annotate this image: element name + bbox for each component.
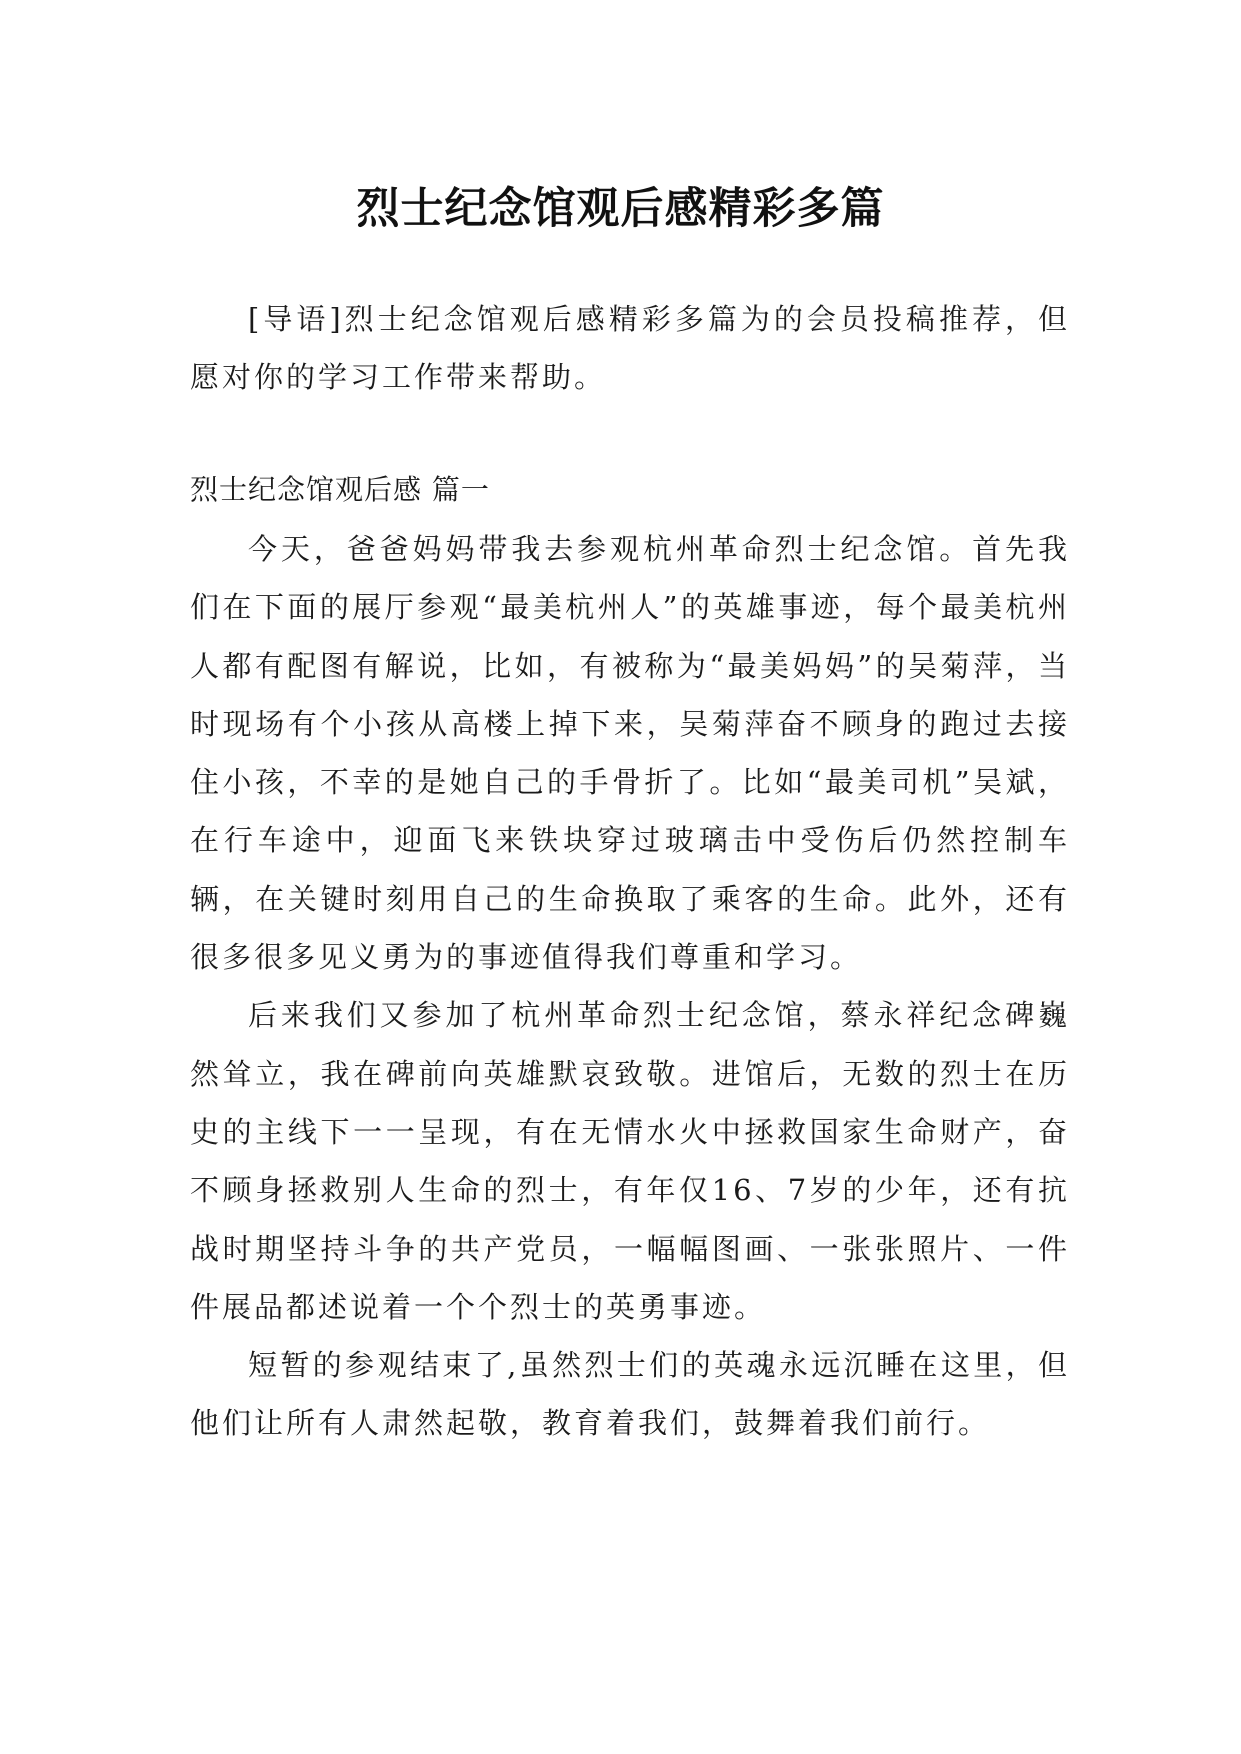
body-paragraph: 今天，爸爸妈妈带我去参观杭州革命烈士纪念馆。首先我们在下面的展厅参观“最美杭州人”的英雄事迹，每个最美杭州人都有配图有解说，比如，有被称为“最美妈妈”的吴菊萍，当时现场有个小孩从高楼上掉下来，吴菊萍奋不顾身的跑过去接住小孩，不幸的是她自己的手骨折了。比如“最美司机”吴斌，在行车途中，迎面飞来铁块穿过玻璃击中受伤后仍然控制车辆，在关键时刻用自己的生命换取了乘客的生命。此外，还有很多很多见义勇为的事迹值得我们尊重和学习。: [190, 532, 1070, 975]
body-paragraph: 后来我们又参加了杭州革命烈士纪念馆，蔡永祥纪念碑巍然耸立，我在碑前向英雄默哀致敬。进馆后，无数的烈士在历史的主线下一一呈现，有在无情水火中拯救国家生命财产，奋不顾身拯救别人生命的烈士，有年仅16、7岁的少年，还有抗战时期坚持斗争的共产党员，一幅幅图画、一张张照片、一件件展品都述说着一个个烈士的英勇事迹。: [190, 998, 1070, 1324]
intro-paragraph: [导语]烈士纪念馆观后感精彩多篇为的会员投稿推荐，但愿对你的学习工作带来帮助。: [190, 302, 1070, 395]
section-heading: 烈士纪念馆观后感 篇一: [190, 473, 490, 506]
document-title: 烈士纪念馆观后感精彩多篇: [356, 183, 885, 234]
article-body: [190, 520, 1070, 1453]
body-paragraph: 短暂的参观结束了,虽然烈士们的英魂永远沉睡在这里，但他们让所有人肃然起敬，教育着我们，鼓舞着我们前行。: [190, 1348, 1070, 1441]
